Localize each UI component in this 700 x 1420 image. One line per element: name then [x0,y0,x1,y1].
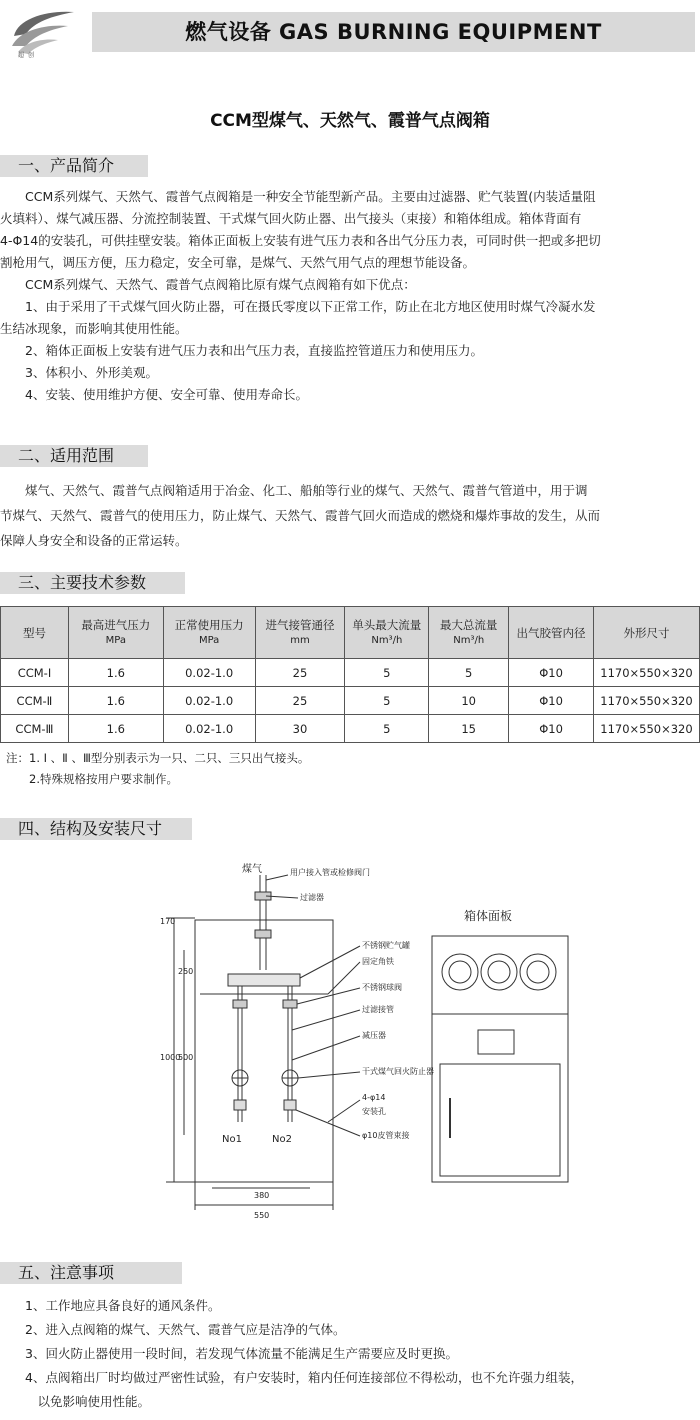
label-filter: 过滤器 [300,893,324,902]
col-header: 单头最大流量 Nm³/h [345,607,429,659]
text-line: CCM系列煤气、天然气、霞普气点阀箱比原有煤气点阀箱有如下优点： [0,277,416,292]
text-line: 节煤气、天然气、霞普气的使用压力，防止煤气、天然气、霞普气回火而造成的燃烧和爆炸事故的发生，从而 [0,508,601,523]
structure-diagram [150,860,700,1230]
dim-1000: 1000 [160,1053,181,1062]
advantage-line: 4、安装、使用维护方便、安全可靠、使用寿命长。 [0,387,308,402]
table-cell: 1170×550×320 [593,715,699,743]
advantage-line: 2、箱体正面板上安装有进气压力表和出气压力表，直接监控管道压力和使用压力。 [0,343,483,358]
table-note: 注：1. Ⅰ 、Ⅱ 、Ⅲ型分别表示为一只、二只、三只出气接头。 [6,751,310,765]
table-cell: 1170×550×320 [593,687,699,715]
section-heading-notice: 五、注意事项 [0,1262,182,1284]
text-line: 割枪用气，调压方便，压力稳定，安全可靠，是煤气、天然气用气点的理想节能设备。 [0,255,476,270]
dim-500: 500 [178,1053,194,1062]
table-header-row [1,607,700,659]
table-cell: 1.6 [68,715,163,743]
table-cell: 0.02-1.0 [163,715,255,743]
label-arrestor: 干式煤气回火防止器 [362,1067,434,1076]
label-hose: φ10皮管束接 [362,1131,410,1140]
table-cell: CCM-Ⅲ [1,715,69,743]
dim-550: 550 [254,1211,270,1220]
table-cell: 5 [429,659,509,687]
label-ball-valve: 不锈钢球阀 [362,983,402,992]
label-gas: 煤气 [242,864,262,875]
table-cell: 5 [345,687,429,715]
header-title: 燃气设备 GAS BURNING EQUIPMENT [185,20,602,44]
label-bracket: 固定角铁 [362,957,394,966]
table-cell: 0.02-1.0 [163,687,255,715]
table-cell: 15 [429,715,509,743]
col-header: 出气胶管内径 [509,607,594,659]
notice-item: 1、工作地应具备良好的通风条件。 [0,1298,221,1313]
doc-title: CCM型煤气、天然气、霞普气点阀箱 [210,111,490,131]
cabinet-outline [195,920,333,1182]
table-cell: 25 [255,659,345,687]
dim-250: 250 [178,967,194,976]
table-cell: Φ10 [509,715,594,743]
text-line: CCM系列煤气、天然气、霞普气点阀箱是一种安全节能型新产品。主要由过滤器、贮气装置(内装适量阻 [0,189,596,204]
col-header: 进气接管通径 mm [255,607,345,659]
col-header: 最高进气压力 MPa [68,607,163,659]
table-cell: Φ10 [509,659,594,687]
notice-item: 以免影响使用性能。 [0,1394,151,1409]
col-header: 型号 [1,607,69,659]
col-header: 最大总流量 Nm³/h [429,607,509,659]
table-cell: 1.6 [68,687,163,715]
table-row [1,659,700,687]
table-cell: 25 [255,687,345,715]
table-cell: 10 [429,687,509,715]
table-cell: CCM-Ⅰ [1,659,69,687]
advantage-line: 生结冰现象，而影响其使用性能。 [0,321,188,336]
table-cell: 0.02-1.0 [163,659,255,687]
section-heading-params: 三、主要技术参数 [0,572,185,594]
table-cell: 1.6 [68,659,163,687]
section-heading-structure: 四、结构及安装尺寸 [0,818,192,840]
label-panel: 箱体面板 [464,909,513,923]
logo-text: 超创 [18,52,39,59]
advantage-line: 1、由于采用了干式煤气回火防止器，可在摄氏零度以下正常工作，防止在北方地区使用时煤气冷凝水发 [0,299,596,314]
table-cell: CCM-Ⅱ [1,687,69,715]
notice-item: 4、点阀箱出厂时均做过严密性试验，有户安装时，箱内任何连接部位不得松动，也不允许强力组装， [0,1370,583,1385]
table-cell: 5 [345,715,429,743]
text-line: 4-Φ14的安装孔，可供挂壁安装。箱体正面板上安装有进气压力表和各出气分压力表，可同时供一把或多把切 [0,233,601,248]
text-line: 保障人身安全和设备的正常运转。 [0,533,188,548]
intro-paragraph [0,186,700,406]
label-no1: No1 [222,1134,242,1145]
scope-paragraph [0,478,700,553]
table-cell: Φ10 [509,687,594,715]
table-cell: 5 [345,659,429,687]
notice-item: 2、进入点阀箱的煤气、天然气、霞普气应是洁净的气体。 [0,1322,346,1337]
label-reducer: 减压器 [362,1031,386,1040]
label-filter-pipe: 过滤接管 [362,1005,394,1014]
label-no2: No2 [272,1134,292,1145]
spec-table [0,606,700,743]
table-cell: 30 [255,715,345,743]
label-user-valve: 用户接入管或检修阀门 [290,868,370,877]
col-header: 外形尺寸 [593,607,699,659]
section-heading-scope: 二、适用范围 [0,445,148,467]
dim-170: 170 [160,917,176,926]
panel-outline [432,936,568,1182]
text-line: 煤气、天然气、霞普气点阀箱适用于冶金、化工、船舶等行业的煤气、天然气、霞普气管道中，用于调 [0,483,588,498]
label-holes-desc: 安装孔 [362,1107,386,1116]
col-header: 正常使用压力 MPa [163,607,255,659]
table-cell: 1170×550×320 [593,659,699,687]
advantage-line: 3、体积小、外形美观。 [0,365,158,380]
table-row [1,715,700,743]
dim-380: 380 [254,1191,270,1200]
text-line: 火填料）、煤气减压器、分流控制装置、干式煤气回火防止器、出气接头（束接）和箱体组成。箱体背面有 [0,211,582,226]
section-heading-intro: 一、产品简介 [0,155,148,177]
table-row [1,687,700,715]
label-tank: 不锈钢贮气罐 [362,941,410,950]
table-note: 2.特殊规格按用户要求制作。 [6,772,178,786]
label-holes: 4-φ14 [362,1093,386,1102]
notice-list [0,1294,700,1414]
page-header [0,0,700,64]
notice-item: 3、回火防止器使用一段时间，若发现气体流量不能满足生产需要应及时更换。 [0,1346,458,1361]
